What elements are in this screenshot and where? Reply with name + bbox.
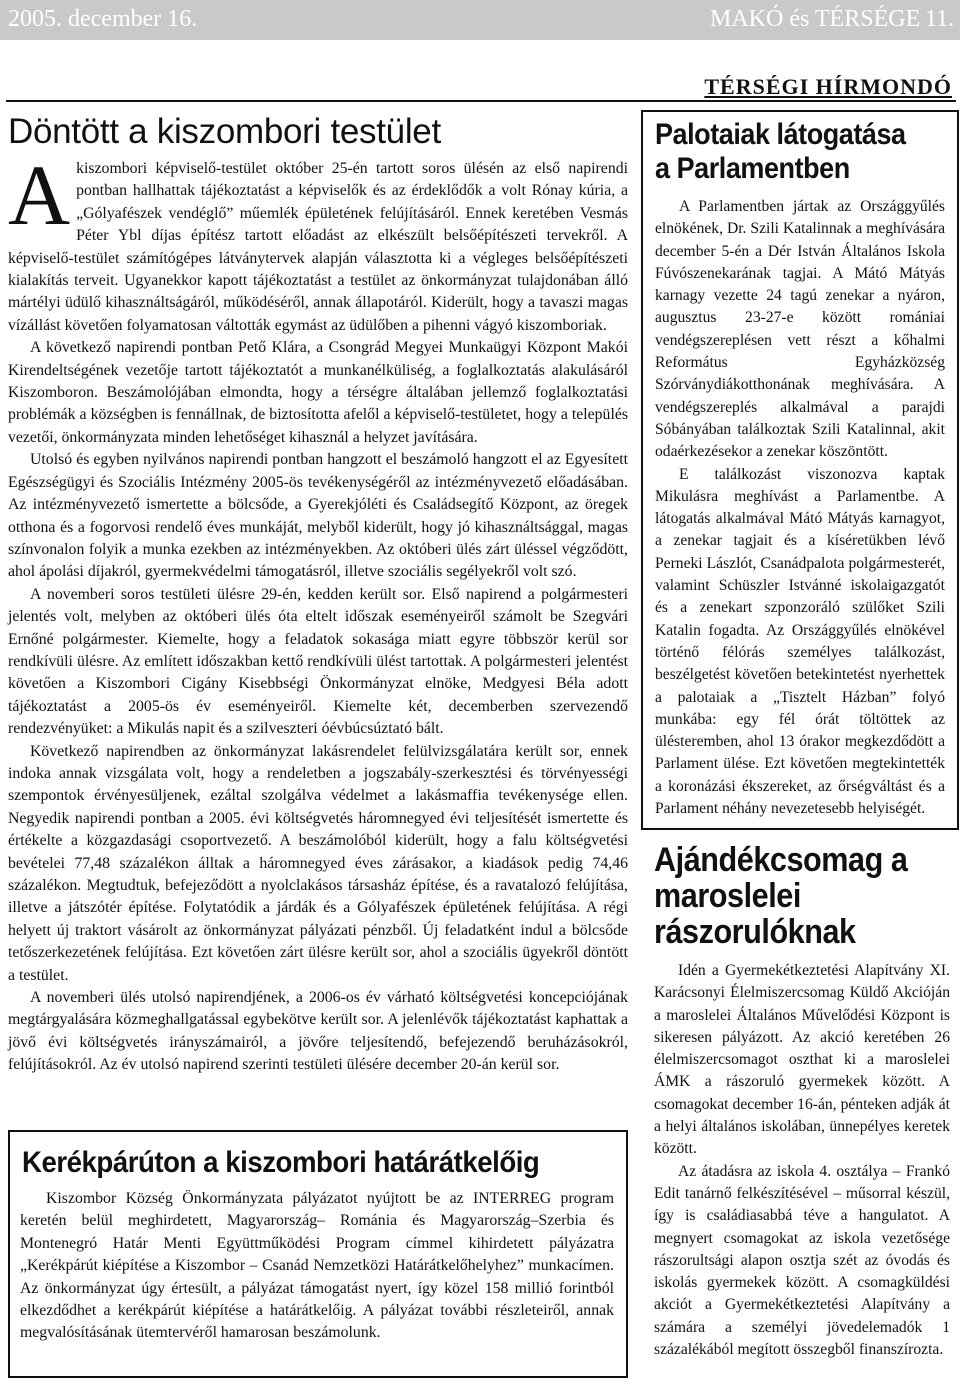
bike-article-box [8,1130,628,1378]
sidebar-article-parliament [641,110,959,830]
main-article [8,108,628,1077]
sidebar-article-paragraph: Idén a Gyermekétkeztetési Alapítvány XI. Karácsonyi Élelmiszercsomag Küldő Akcióján a maroslelei Általános Művelődési Központ is sikeresen pályázott. Az akció keretében 26 élelmiszercsomagot oszthat ki a maroslelei ÁMK a rászoruló gyermekek között. A csomagokat december 16-án, pénteken adják át a helyi általános iskolában, ünnepélyes keretek között. [654,962,950,1158]
dropcap: A [8,147,71,243]
main-article-title: Döntött a kiszombori testület [8,112,441,151]
page-header-bar [0,0,960,40]
main-article-paragraph: Utolsó és egyben nyilvános napirendi pontban hangzott el beszámoló hangzott el az Egyesített Egészségügyi és Szociális Intézmény 2005-ös tevékenységéről az intézményvezető előadásában. Az intézményvezető ismertette a bölcsőde, a Gyerekjóléti és Családsegítő Központ, az öregek otthona és a fogorvosi rendelő éves munkáját, melyből kiderült, hogy jó kihasználtsággal, magas színvonalon folyik a munka ezekben az intézményekben. Az októberi ülés zárt üléssel végződött, ahol ápolási díjakról, gyermekvédelmi támogatásról, illetve szociális segélyekről volt szó. [8,451,628,581]
sidebar-article-paragraph: A Parlamentben jártak az Országgyűlés elnökének, Dr. Szili Katalinnak a meghívására december 5-én a Dér István Általános Iskola Fúvószenekarának tagjai. A Mátó Mátyás karnagy vezette 24 tagú zenekar a nyáron, augusztus 23-27-e között romániai vendégszereplésen vett részt a kőhalmi Református Egyházközség Szórványdiákotthonának meghívására. A vendégszereplés alkalmával a parajdi Sóbányában találkoztak Szili Katalinnal, akit odaérkezésekor a zenekar köszöntött. [655,198,945,461]
section-title: TÉRSÉGI HÍRMONDÓ [704,74,952,99]
magazine-name: MAKÓ és TÉRSÉGE [710,6,921,32]
main-article-text: kiszombori képviselő-testület október 25-én tartott soros ülésén az első napirendi pontban hallhattak tájékoztatást a képviselők és az érdeklődők a volt Rónay kúria, a „Gólyafészek vendéglő” műemlék épületének felújításáról. Ennek keretében Vesmás Péter Ybl díjas építész tartott előadást az elkészült belsőépítészeti tervekről. A képviselő-testület számítógépes látványtervek alapján választotta ki a végleges belsőépítészeti kialakítás terveit. Ugyanekkor kapott tájékoztatást a testület az önkormányzat tulajdonában álló mártélyi üdülő kihasználtságáról, működéséről, annak állapotáról. Kiderült, hogy a tavaszi magas vízállást követően folyamatosan váltották egymást az üdülőben a pihenni vágyó kiszomboriak. [8,160,628,334]
main-article-paragraph: Következő napirendben az önkormányzat lakásrendelet felülvizsgálatára került sor, ennek indoka annak vizsgálata volt, hogy a rendeletben a jogszabály-szerkesztési és törvényességi szempontok érvényesüljenek, ezáltal szolgálva védelmet a lakásmaffia tevékenysége ellen. Negyedik napirendi pontban a 2005. évi költségvetés háromnegyed évi teljesítését ismertette és értékelte a közgazdasági csoportvezető. A beszámolóból kiderült, hogy a falu költségvetési bevételei 77,48 százalékon álltak a háromnegyed éves zárásakor, a kiadások pedig 74,46 százalékon. Megtudtuk, befejeződött a nyolclakásos társasház építése, és a ravatalozó felújítása, illetve a játszótér építése. Folytatódik a járdák és a Gólyafészek épületének felújítása. A régi helyett új traktort vásárolt az önkormányzat pályázati pénzből. Új feladatként indul a bölcsőde tetőszerkezetének felújítása. Ezt követően zárt ülésre került sor, ahol a szociális ügyekről döntött a testület. [8,742,628,984]
sidebar-article-title: Palotaiak látogatása a Parlamentben [655,118,906,185]
header-rule [6,100,956,102]
sidebar-article-title: Ajándékcsomag a maroslelei rászorulóknak [654,841,908,951]
issue-date: 2005. december 16. [8,6,198,32]
bike-article-title: Kerékpárúton a kiszombori határátkelőig [22,1146,540,1179]
main-article-paragraph: A novemberi soros testületi ülésre 29-én, kedden került sor. Első napirend a polgármesteri jelentés volt, melyben az októberi ülés óta eltelt időszak eseményeiről számolt be Szegvári Ernőné polgármester. Kiemelte, hogy a feladatok sokasága miatt egyre többször kerül sor rendkívüli ülésre. Az említett időszakban kettő rendkívüli ülést tartottak. A polgármesteri jelentést követően a Kiszombori Cigány Kisebbségi Önkormányzat elnöke, Medgyesi Béla adott tájékoztatást a 2005-ös év eseményeiről. Kiemelte két, decemberben szervezendő rendezvényüket: a Mikulás napit és a szilveszteri óévbúcsúztató bált. [8,585,628,738]
page-number: 11. [925,6,955,32]
sidebar-article-paragraph: E találkozást viszonozva kaptak Mikulásra meghívást a Parlamentbe. A látogatás alkalmával Mátó Mátyás karnagyot, a zenekar tagjait és a kíséretükben lévő Perneki Lászlót, Csanádpalota polgármesterét, valamint Schüszler Istvánné iskolaigazgatót és a zenekart szponzoráló szülőket Szili Katalin fogadta. Az Országgyűlés elnökével történő félórás személyes találkozást, beszélgetést követően betekintetést nyerhettek a palotaiak a „Tisztelt Házban” folyó munkába: egy fél órát töltöttek az ülésteremben, ahol 13 órakor megkezdődött a Parlament ülése. Ezt követően megtekintették a koronázási ékszereket, az őrségváltást és a Parlament néhány nevezetesebb helyiségét. [655,465,945,818]
bike-article-paragraph: Kiszombor Község Önkormányzata pályázatot nyújtott be az INTERREG program keretén belül meghirdetett, Magyarország– Románia és Magyarország–Szerbia és Montenegró Határ Menti Együttműködési Program címmel kihirdetett pályázatra „Kerékpárút kiépítése a Kiszombor – Csanád Nemzetközi Határátkelőhelyhez” munkacímen. Az önkormányzat úgy értesült, a pályázat támogatást nyert, így közel 158 millió forintból elkezdődhet a kerékpárút kiépítése a határátkelőig. A pályázat további részleteiről, annak megvalósításának ütemtervéről hamarosan beszámolunk. [20,1190,614,1342]
main-article-paragraph [8,147,628,337]
main-article-paragraph: A novemberi ülés utolsó napirendjének, a 2006-os év várható költségvetési koncepciójának megtárgyalására közmeghallgatással egybekötve került sor. A jelenlévők tájékoztatást kaphattak a jövő évi költségvetés irányszámairól, a jövőre teljesítendő, befejezendő beruházásokról, felújításokról. Az év utolsó napirend szerinti testületi ülésére december 20-án kerül sor. [8,989,628,1074]
sidebar-article-paragraph: Az átadásra az iskola 4. osztálya – Frankó Edit tanárnő felkészítésével – műsorral készül, így is családiasabbá téve a hangulatot. A megnyert csomagokat az iskola vezetősége rászorultsági alapon osztja szét az óvodás és iskolás gyermekek között. A csomagküldési akciót a Gyermekétkeztetési Alapítvány a számára a személyi jövedelemadók 1 százalékából megított összegből finanszírozta. [654,1162,950,1359]
main-article-paragraph: A következő napirendi pontban Pető Klára, a Csongrád Megyei Munkaügyi Központ Makói Kirendeltségének vezetője tartott tájékoztatót a munkanélküliség, a foglalkoztatás alakulásáról Kiszomboron. Beszámolójában elmondta, hogy a térségre általában jellemző foglalkoztatási problémák a községben is fennállnak, de biztosította afelől a képviselő-testületet, hogy a település vezetői, önkormányzata minden lehetőséget kihasznál a helyzet javítására. [8,339,628,446]
sidebar-article-gift-package [654,842,950,1361]
